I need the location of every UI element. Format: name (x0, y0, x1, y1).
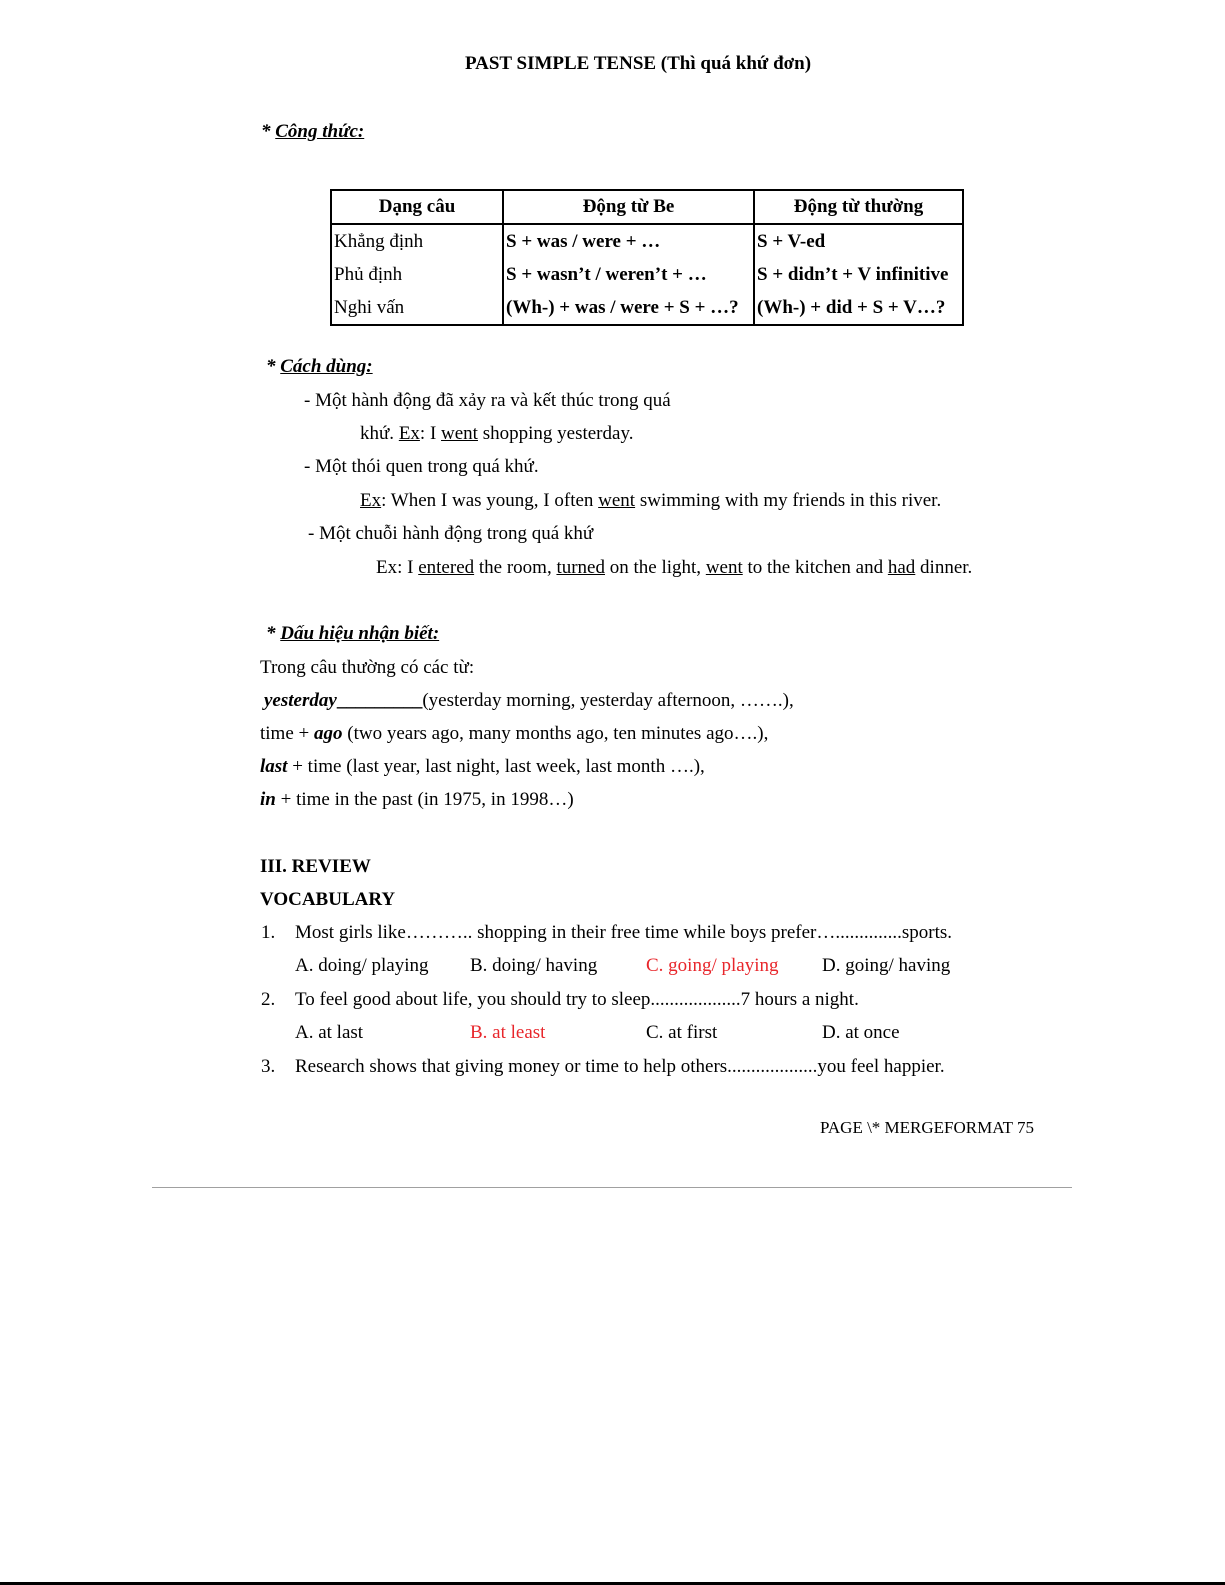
option-c: C. at first (646, 1022, 718, 1043)
question-number: 1. (261, 922, 276, 943)
formula-heading: * Công thức: (261, 121, 365, 142)
table-row (331, 291, 963, 325)
table-cell: Nghi vấn (331, 291, 503, 325)
usage-item-1: - Một hành động đã xảy ra và kết thúc trong quá (304, 390, 671, 411)
table-cell: S + didn’t + V infinitive (754, 258, 963, 291)
option-a: A. at last (295, 1022, 364, 1043)
signs-intro: Trong câu thường có các từ: (260, 657, 475, 678)
signs-heading: * Dấu hiệu nhận biết: (266, 623, 440, 644)
table-cell: S + V-ed (754, 224, 963, 258)
signs-item-yesterday: yesterday_________(yesterday morning, yesterday afternoon, …….), (264, 690, 794, 711)
vocabulary-heading: VOCABULARY (260, 889, 396, 910)
option-d: D. going/ having (822, 955, 951, 976)
table-row (331, 224, 963, 258)
usage-item-2: - Một thói quen trong quá khứ. (304, 456, 539, 477)
review-heading: III. REVIEW (260, 856, 371, 877)
table-cell: (Wh-) + did + S + V…? (754, 291, 963, 325)
option-b: B. doing/ having (470, 955, 598, 976)
table-cell: Phủ định (331, 258, 503, 291)
formula-table (330, 189, 964, 326)
table-cell: S + was / were + … (503, 224, 754, 258)
signs-item-in: in + time in the past (in 1975, in 1998…) (260, 789, 574, 810)
table-header: Động từ Be (503, 190, 754, 224)
option-c-answer: C. going/ playing (646, 955, 779, 976)
question-text: To feel good about life, you should try to sleep...................7 hours a night. (295, 989, 859, 1010)
option-d: D. at once (822, 1022, 900, 1043)
question-text: Most girls like……….. shopping in their free time while boys prefer…..............sports. (295, 922, 952, 943)
table-header: Động từ thường (754, 190, 963, 224)
page-footer: PAGE \* MERGEFORMAT 75 (820, 1118, 1034, 1137)
option-a: A. doing/ playing (295, 955, 429, 976)
question-number: 3. (261, 1056, 276, 1077)
usage-example-1: khứ. Ex: I went shopping yesterday. (360, 423, 634, 444)
page-divider (152, 1187, 1072, 1188)
signs-item-last: last + time (last year, last night, last week, last month ….), (260, 756, 705, 777)
table-cell: (Wh-) + was / were + S + …? (503, 291, 754, 325)
usage-example-3: Ex: I entered the room, turned on the light, went to the kitchen and had dinner. (376, 557, 973, 578)
table-header: Dạng câu (331, 190, 503, 224)
question-number: 2. (261, 989, 276, 1010)
usage-example-2: Ex: When I was young, I often went swimming with my friends in this river. (360, 490, 942, 511)
question-text: Research shows that giving money or time to help others...................you feel happier. (295, 1056, 945, 1077)
table-cell: Khẳng định (331, 224, 503, 258)
table-cell: S + wasn’t / weren’t + … (503, 258, 754, 291)
table-row (331, 258, 963, 291)
page-title: PAST SIMPLE TENSE (Thì quá khứ đơn) (464, 53, 812, 74)
table-header-row (331, 190, 963, 224)
usage-heading: * Cách dùng: (266, 356, 373, 377)
signs-item-ago: time + ago (two years ago, many months ago, ten minutes ago….), (260, 723, 769, 744)
usage-item-3: - Một chuỗi hành động trong quá khứ (308, 523, 594, 544)
option-b-answer: B. at least (470, 1022, 546, 1043)
